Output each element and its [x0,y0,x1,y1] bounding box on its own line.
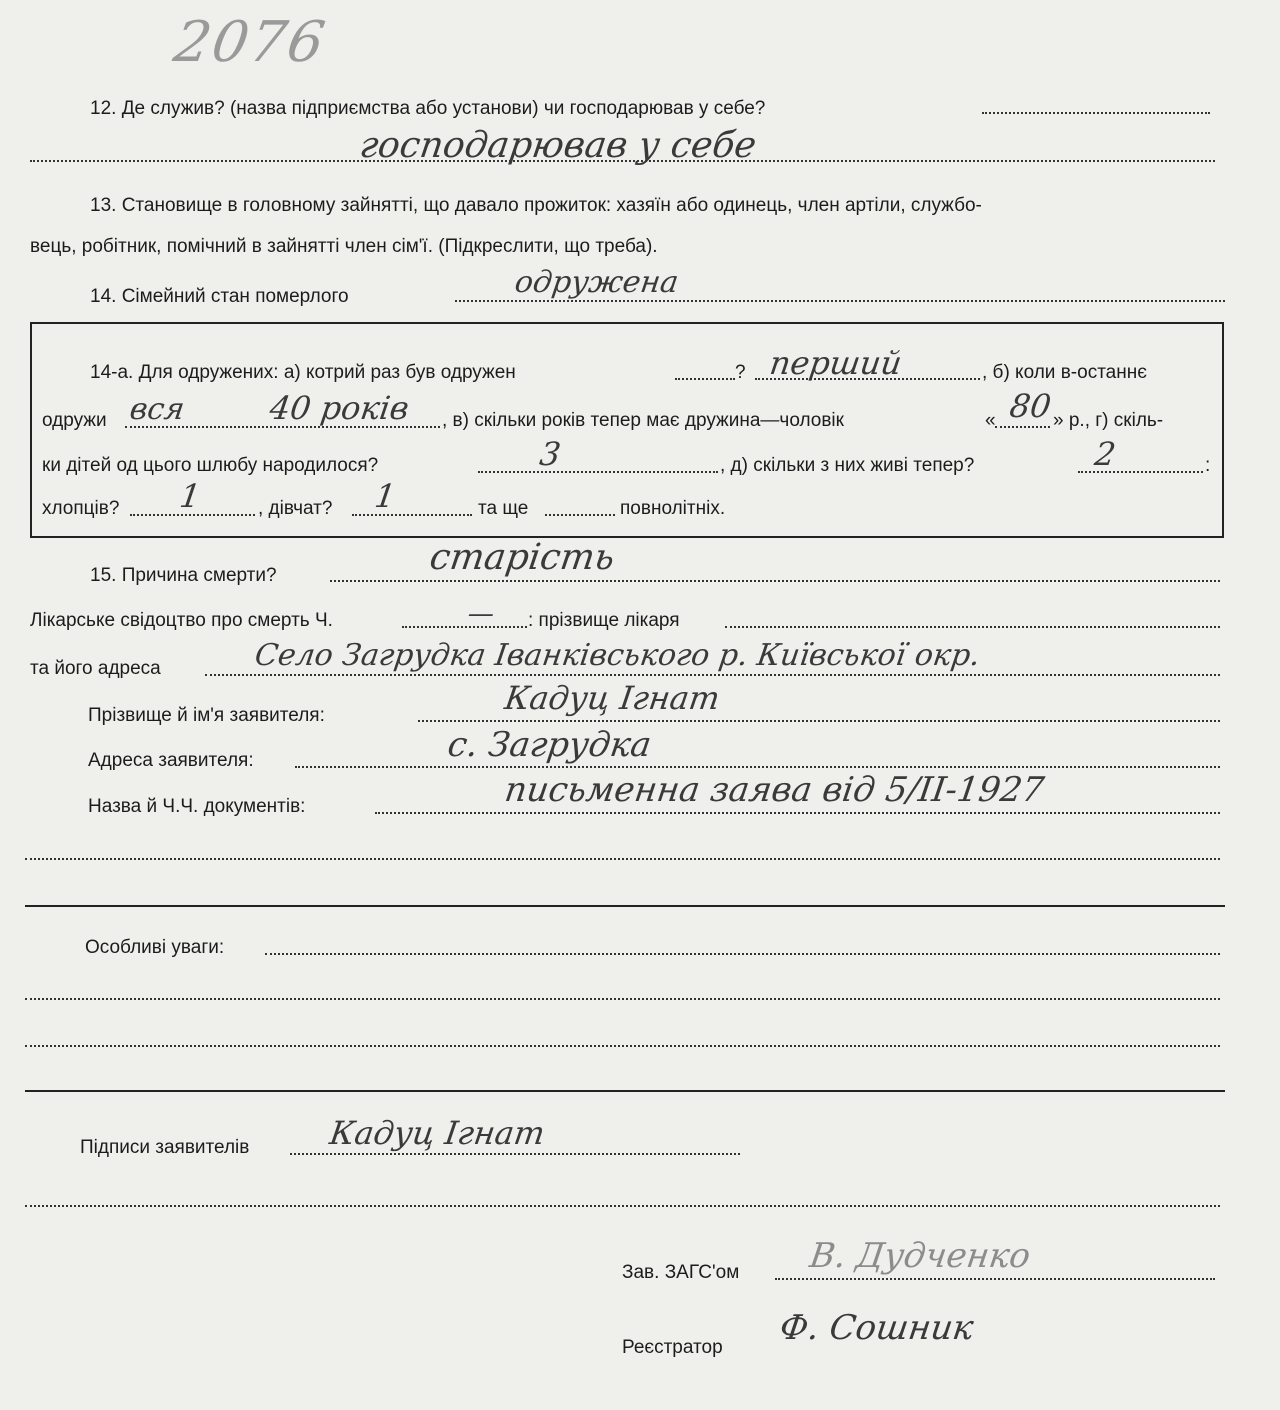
q14a-part1: 14-а. Для одружених: а) котрий раз був одружен [90,362,516,383]
q15-dotline [330,580,1220,582]
q14a-dotline-8 [352,514,472,516]
q12-answer: господарював у себе [357,125,759,166]
q14a-answer-times: перший [767,344,905,382]
q14a-quote-open: « [985,410,996,431]
doctor-dotline [725,626,1220,628]
documents-dotline [375,812,1220,814]
applicants-extra-dotline [25,1205,1220,1207]
archive-number: 2076 [169,10,332,75]
q15-label: 15. Причина смерти? [90,565,277,586]
notes-dotline-1 [265,953,1220,955]
applicants-signature: Кадуц Ігнат [327,1114,548,1152]
registrar-signature: Ф. Сошник [777,1308,976,1348]
q14a-dotline-7 [130,514,255,516]
q13-line2: вець, робітник, помічний в зайнятті член сім'ї. (Підкреслити, що треба). [30,236,658,257]
applicant-address-dotline [295,766,1220,768]
notes-label: Особливі уваги: [85,937,225,958]
q14a-answer-spouse-age: 80 [1007,387,1054,425]
q14a-part2: , б) коли в-останнє [982,362,1147,383]
q14a-dotline-2 [755,378,980,380]
q14a-part6: ки дітей од цього шлюбу народилося? [42,455,379,476]
q14a-answer-when: 40 років [267,389,412,427]
medical-number-dotline [402,626,527,628]
documents-answer: письменна заява від 5/II-1927 [502,770,1047,810]
address-dotline [205,674,1220,676]
extra-dotline-1 [25,858,1220,860]
q14a-dotline-6 [1078,471,1203,473]
applicant-name-label: Прізвище й ім'я заявителя: [88,705,325,726]
q14a-colon: : [1205,455,1211,476]
q14-label: 14. Сімейний стан померлого [90,286,349,307]
section-divider-1 [25,905,1225,907]
medical-number: — [465,599,497,629]
q14a-answer-girls: 1 [372,477,399,515]
section-divider-2 [25,1090,1225,1092]
q14a-answer-boys: 1 [177,477,204,515]
q14a-answer-children-alive: 2 [1092,435,1119,473]
medical-label: Лікарське свідоцтво про смерть Ч. [30,610,333,631]
q14a-part10: та ще [478,498,529,519]
notes-dotline-2 [25,998,1220,1000]
applicant-address-label: Адреса заявителя: [88,750,254,771]
q14a-dotline-1 [675,378,735,380]
q15-answer: старість [427,537,618,578]
q14a-dotline-5 [478,471,718,473]
q14a-part7: , д) скільки з них живі тепер? [720,455,975,476]
q12-label: 12. Де служив? (назва підприємства або установи) чи господарював у себе? [90,98,766,119]
q14a-part8: хлопців? [42,498,120,519]
applicants-signature-label: Підписи заявителів [80,1137,250,1158]
q14-answer: одружена [512,265,681,300]
q14a-answer-when-suffix: вся [127,392,187,427]
zags-signature: В. Дудченко [807,1236,1033,1276]
q14a-part5: » р., г) скіль- [1053,410,1164,431]
q12-dotline [982,112,1210,114]
address-label: та його адреса [30,658,161,679]
zags-signature-dotline [775,1278,1215,1280]
documents-label: Назва й Ч.Ч. документів: [88,796,306,817]
q14a-dotline-9 [545,514,615,516]
notes-dotline-3 [25,1045,1220,1047]
q14a-qmark: ? [735,362,746,383]
q13-line1: 13. Становище в головному зайнятті, що давало прожиток: хазяїн або одинець, член артіли, службо- [90,195,982,216]
q14a-part4: , в) скільки років тепер має дружина—чоловік [442,410,844,431]
registrar-label: Реєстратор [622,1337,723,1358]
q14-dotline [455,300,1225,302]
applicant-name-dotline [418,720,1220,722]
address-answer: Село Загрудка Іванківського р. Київської окр. [252,638,983,673]
applicant-address-answer: с. Загрудка [445,725,654,765]
q14a-dotline-4 [995,426,1050,428]
q12-answer-line [30,160,1215,162]
applicants-signature-dotline [290,1153,740,1155]
doctor-label: : прізвище лікаря [528,610,680,631]
q14a-part9: , дівчат? [258,498,333,519]
q14a-dotline-3 [125,426,440,428]
q14a-part11: повнолітніх. [620,498,726,519]
zags-label: Зав. ЗАГС'ом [622,1262,740,1283]
q14a-part3: одружи [42,410,107,431]
applicant-name-answer: Кадуц Ігнат [502,679,723,717]
q14a-answer-children-born: 3 [537,435,564,473]
